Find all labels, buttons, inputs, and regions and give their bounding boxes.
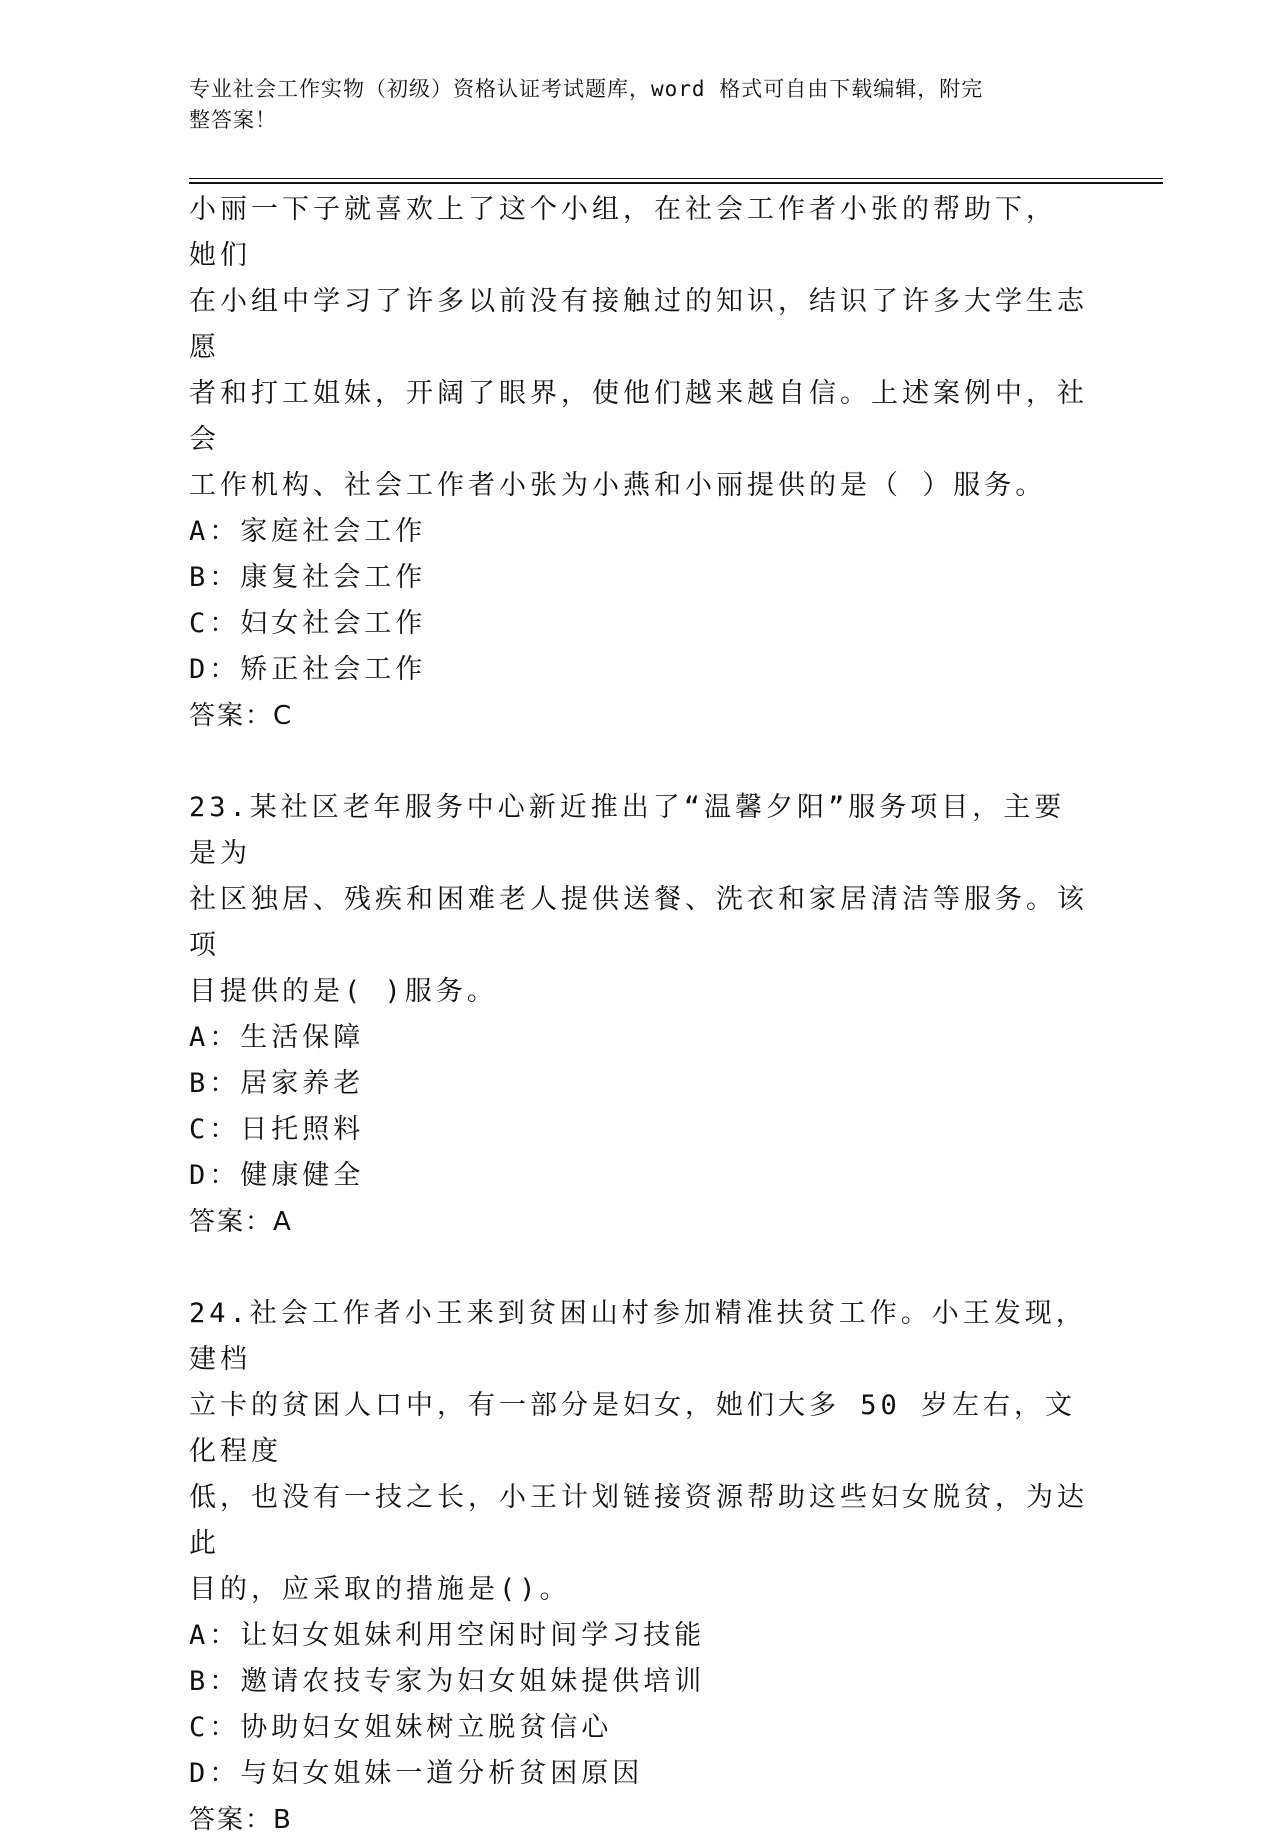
question-block-23 (189, 785, 1089, 1245)
option-c: C：日托照料 (189, 1114, 365, 1145)
question-stem-line: 工作机构、社会工作者小张为小燕和小丽提供的是（ ）服务。 (189, 470, 1047, 501)
question-stem-line: 立卡的贫困人口中，有一部分是妇女，她们大多 50 岁左右，文化程度 (189, 1390, 1077, 1467)
question-stem-line: 社区独居、残疾和困难老人提供送餐、洗衣和家居清洁等服务。该项 (189, 884, 1088, 961)
question-stem-line: 低，也没有一技之长，小王计划链接资源帮助这些妇女脱贫，为达此 (189, 1482, 1088, 1559)
header-line-2: 整答案！ (189, 108, 277, 132)
answer-line: 答案：A (189, 1207, 293, 1237)
question-stem-line: 者和打工姐妹，开阔了眼界，使他们越来越自信。上述案例中，社会 (189, 378, 1088, 455)
option-d: D：矫正社会工作 (189, 654, 427, 685)
option-c: C：协助妇女姐妹树立脱贫信心 (189, 1712, 613, 1743)
answer-line: 答案：B (189, 1805, 293, 1835)
question-stem-line: 目的，应采取的措施是()。 (189, 1574, 571, 1605)
header-divider (189, 178, 1163, 184)
option-a: A：家庭社会工作 (189, 516, 427, 547)
option-b: B：康复社会工作 (189, 562, 427, 593)
option-a: A：让妇女姐妹利用空闲时间学习技能 (189, 1620, 706, 1651)
question-block-24 (189, 1291, 1089, 1843)
header-line-1: 专业社会工作实物（初级）资格认证考试题库，word 格式可自由下载编辑，附完 (189, 77, 984, 101)
option-c: C：妇女社会工作 (189, 608, 427, 639)
question-stem-line: 23.某社区老年服务中心新近推出了“温馨夕阳”服务项目，主要是为 (189, 792, 1066, 869)
question-list (189, 187, 1089, 1843)
option-d: D：与妇女姐妹一道分析贫困原因 (189, 1758, 644, 1789)
option-b: B：居家养老 (189, 1068, 365, 1099)
question-block-continued (189, 187, 1089, 739)
option-d: D：健康健全 (189, 1160, 365, 1191)
option-a: A：生活保障 (189, 1022, 365, 1053)
question-spacer (189, 1245, 1089, 1291)
question-stem-line: 在小组中学习了许多以前没有接触过的知识，结识了许多大学生志愿 (189, 286, 1088, 363)
question-stem-line: 24.社会工作者小王来到贫困山村参加精准扶贫工作。小王发现，建档 (189, 1298, 1087, 1375)
answer-line: 答案：C (189, 701, 294, 731)
question-spacer (189, 739, 1089, 785)
question-stem-line: 目提供的是( )服务。 (189, 976, 498, 1007)
question-stem-line: 小丽一下子就喜欢上了这个小组，在社会工作者小张的帮助下， 她们 (189, 194, 1057, 271)
page-header (189, 74, 1069, 136)
option-b: B：邀请农技专家为妇女姐妹提供培训 (189, 1666, 706, 1697)
